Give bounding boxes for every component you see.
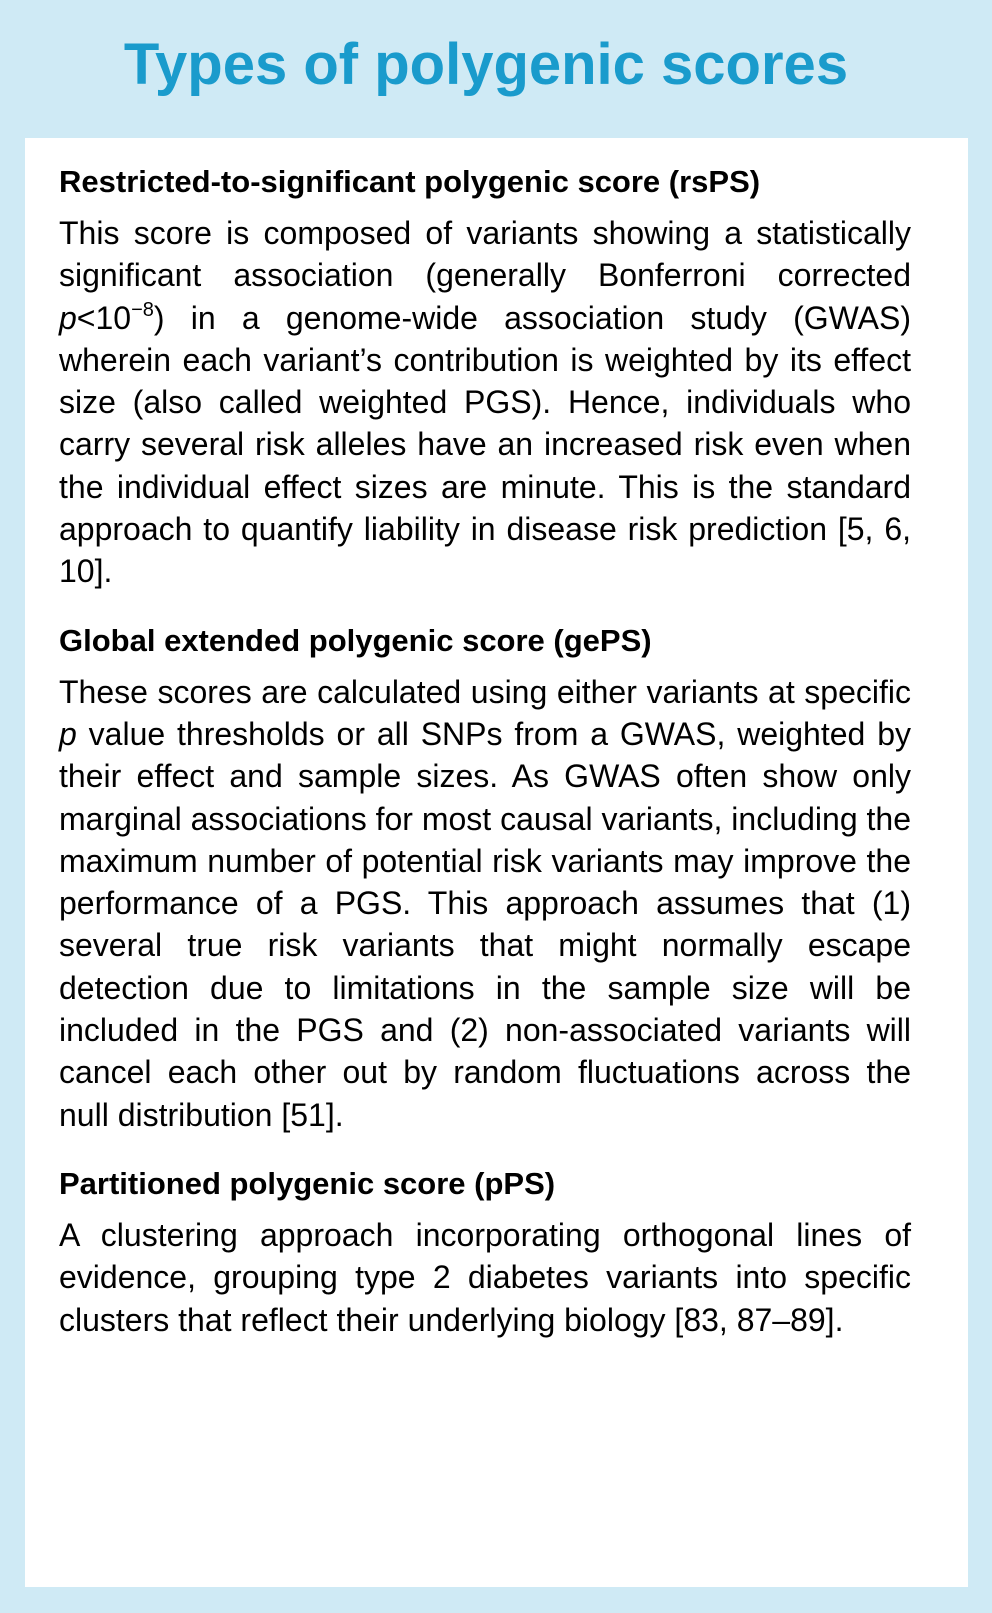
body-text: A clustering approach incorporating orthogonal lines of evidence, grouping type 2 diabetes variants into specific clusters that reflect their underlying biology [83, 87–89].	[59, 1216, 911, 1338]
body-text: ) in a genome-wide association study (GWAS) wherein each variant’s contribution is weighted by its effect size (also called weighted PGS). Hence, individuals who carry several risk alleles have an increased risk even when the individual effect sizes are minute. This is the standard approach to quantify liability in disease risk prediction [5, 6, 10].	[59, 299, 911, 590]
body-text: These scores are calculated using either variants at specific	[59, 673, 911, 710]
superscript-exponent: −8	[131, 298, 154, 321]
body-text: value thresholds or all SNPs from a GWAS, weighted by their effect and sample sizes. As GWAS often show only marginal associations for most causal variants, including the maximum number of potential risk variants may improve the performance of a PGS. This approach assumes that (1) several true risk variants that might normally escape detection due to limitations in the sample size will be included in the PGS and (2) non-associated variants will cancel each other out by random fluctuations across the null distribution [51].	[59, 715, 911, 1133]
body-text: <10	[76, 299, 132, 336]
section-body	[59, 1214, 911, 1341]
section-heading: Partitioned polygenic score (pPS)	[59, 1165, 556, 1201]
section-pps	[59, 1164, 911, 1341]
italic-p-symbol: p	[59, 715, 77, 752]
section-heading: Restricted-to-significant polygenic score (rsPS)	[59, 164, 761, 199]
section-geps	[59, 621, 911, 1136]
body-text: This score is composed of variants showing a statistically significant association (generally Bonferroni corrected	[59, 215, 911, 294]
content-panel	[25, 138, 968, 1587]
section-body	[59, 212, 911, 593]
box-title: Types of polygenic scores	[123, 32, 849, 97]
section-heading: Global extended polygenic score (gePS)	[59, 622, 652, 658]
italic-p-symbol: p	[59, 299, 77, 336]
section-rsps	[59, 162, 911, 593]
section-body	[59, 671, 911, 1136]
